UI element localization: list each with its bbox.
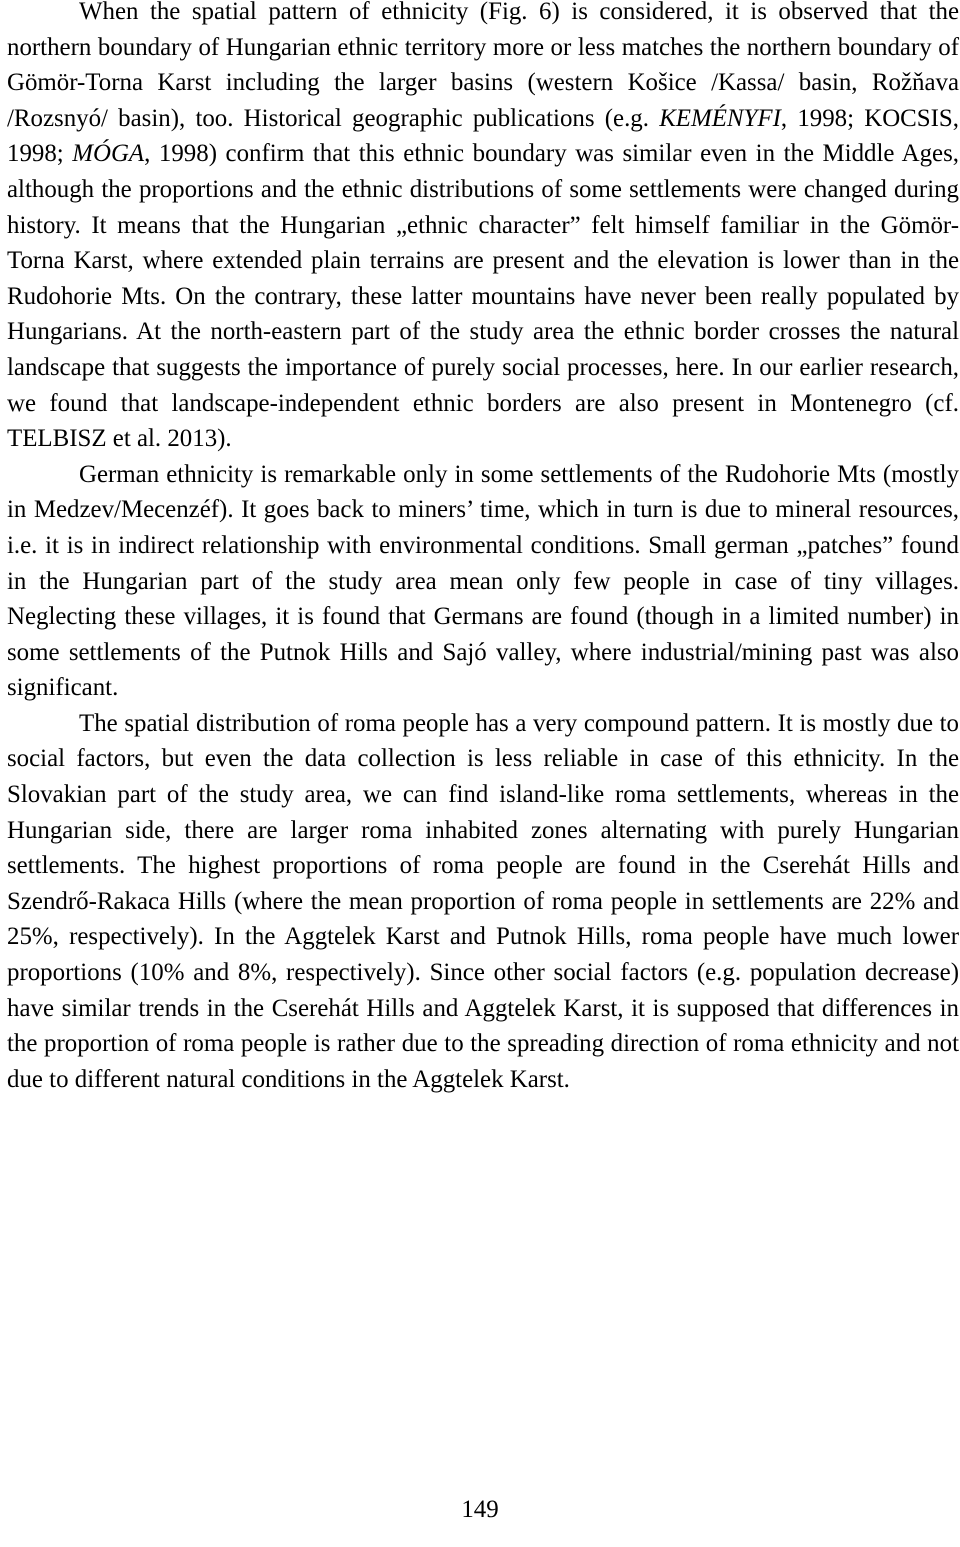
paragraph-ethnic-boundary-text-1: When the spatial pattern of ethnicity (Fig. 6) is considered, it is observed that the northern boundary of Hungarian ethnic territory more or less matches the northern boundary of Gömör-Torna Karst including the larger basins (western Košice /Kassa/ basin, Rožňava /Rozsnyó/ basin), too. Historical geographic publications (e.g. <box>7 0 959 132</box>
paragraph-ethnic-boundary-text-3: , 1998) confirm that this ethnic boundary was similar even in the Middle Ages, although the proportions and the ethnic distributions of some settlements were changed during history. It means that the Hungarian „ethnic character” felt himself familiar in the Gömör-Torna Karst, where extended plain terrains are present and the elevation is lower than in the Rudohorie Mts. On the contrary, these latter mountains have never been really populated by Hungarians. At the north-eastern part of the study area the ethnic border crosses the natural landscape that suggests the importance of purely social processes, here. In our earlier research, we found that landscape-independent ethnic borders are also present in Montenegro (cf. TELBISZ et al. 2013). <box>7 140 959 453</box>
citation-kemenyfi: KEMÉNYFI <box>659 104 781 132</box>
paragraph-ethnic-boundary <box>7 0 959 457</box>
paragraph-ethnic-boundary-text-2: , 1998; KOCSIS, 1998; <box>7 104 959 168</box>
citation-moga: MÓGA <box>72 140 145 168</box>
paragraph-german-ethnicity: German ethnicity is remarkable only in some settlements of the Rudohorie Mts (mostly in Medzev/Mecenzéf). It goes back to miners’ time, which in turn is due to mineral resources, i.e. it is in indirect relationship with environmental conditions. Small german „patches” found in the Hungarian part of the study area mean only few people in case of tiny villages. Neglecting these villages, it is found that Germans are found (though in a limited number) in some settlements of the Putnok Hills and Sajó valley, where industrial/mining past was also significant. <box>7 460 959 702</box>
paragraph-roma-distribution: The spatial distribution of roma people has a very compound pattern. It is mostly due to social factors, but even the data collection is less reliable in case of this ethnicity. In the Slovakian part of the study area, we can find island-like roma settlements, whereas in the Hungarian side, there are larger roma inhabited zones alternating with purely Hungarian settlements. The highest proportions of roma people are found in the Cserehát Hills and Szendrő-Rakaca Hills (where the mean proportion of roma people in settlements are 22% and 25%, respectively). In the Aggtelek Karst and Putnok Hills, roma people have much lower proportions (10% and 8%, respectively). Since other social factors (e.g. population decrease) have similar trends in the Cserehát Hills and Aggtelek Karst, it is supposed that differences in the proportion of roma people is rather due to the spreading direction of roma ethnicity and not due to different natural conditions in the Aggtelek Karst. <box>7 709 959 1093</box>
page-number: 149 <box>461 1496 499 1523</box>
page-body <box>7 0 959 1097</box>
